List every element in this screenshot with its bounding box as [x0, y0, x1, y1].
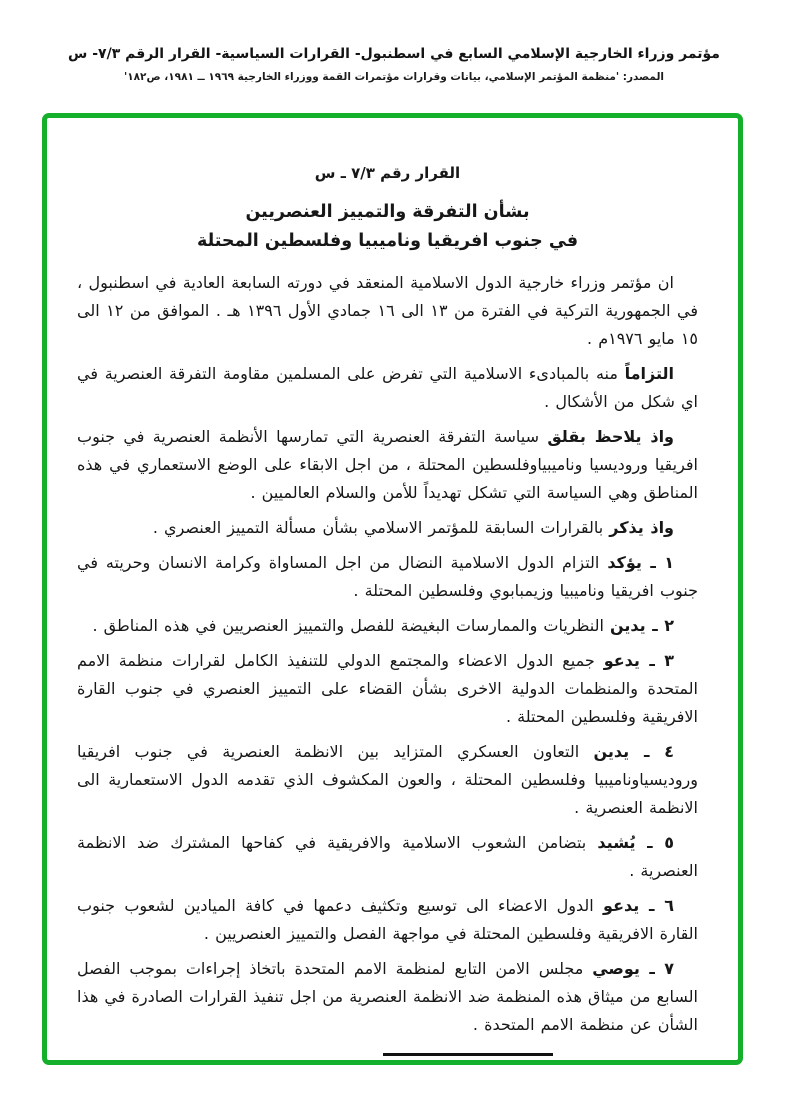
- preamble-paragraph-4: [77, 514, 698, 542]
- resolution-item-3: [77, 647, 698, 731]
- item-verb: يوصي: [592, 959, 640, 978]
- paragraph-text: بالقرارات السابقة للمؤتمر الاسلامي بشأن مسألة التمييز العنصري .: [152, 518, 610, 537]
- paragraph-text: ان مؤتمر وزراء خارجية الدول الاسلامية المنعقد في دورته السابعة العادية في اسطنبول ، في الجمهورية التركية في الفترة من ١٣ الى ١٦ جمادي الأول ١٣٩٦ هـ . الموافق من ١٢ الى ١٥ مايو ١٩٧٦م .: [77, 273, 698, 348]
- item-text: مجلس الامن التابع لمنظمة الامم المتحدة باتخاذ إجراءات بموجب الفصل السابع من ميثاق هذه المنظمة ضد الانظمة العنصرية من اجل تنفيذ القرارات الصادرة في هذا الشأن عن منظمة الامم المتحدة .: [77, 959, 698, 1034]
- header-source: المصدر: 'منظمة المؤتمر الإسلامي، بيانات وقرارات مؤتمرات القمة ووزراء الخارجية ١٩٦٩ ــ ١٩٨١، ص١٨٢': [124, 71, 664, 83]
- item-verb: يدعو: [603, 651, 640, 670]
- resolution-scope-title: في جنوب افريقيا وناميبيا وفلسطين المحتلة: [196, 231, 579, 251]
- paragraph-text: منه بالمبادىء الاسلامية التي تفرض على المسلمين مقاومة التفرقة العنصرية في اي شكل من الأشكال .: [77, 364, 698, 411]
- item-text: جميع الدول الاعضاء والمجتمع الدولي للتنفيذ الكامل لقرارات منظمة الامم المتحدة والمنظمات الدولية الاخرى بشأن القضاء على التمييز العنصري في جنوب القارة الافريقية وفلسطين المحتلة .: [77, 651, 698, 726]
- paragraph-lead: واذ يلاحظ بقلق: [547, 427, 674, 446]
- resolution-number-title: القرار رقم ٧/٣ ـ س: [314, 164, 461, 182]
- resolution-item-7: [77, 955, 698, 1039]
- item-text: بتضامن الشعوب الاسلامية والافريقية في كفاحها المشترك ضد الانظمة العنصرية .: [77, 833, 698, 880]
- item-number: ٣ ـ: [639, 651, 675, 670]
- document-header: [0, 44, 788, 85]
- resolution-item-6: [77, 892, 698, 948]
- item-text: النظريات والممارسات البغيضة للفصل والتمييز العنصريين في هذه المناطق .: [92, 616, 610, 635]
- section-divider: [383, 1053, 553, 1056]
- preamble-paragraph-1: [77, 269, 698, 353]
- document-content: [77, 164, 698, 1056]
- resolution-item-2: [77, 612, 698, 640]
- preamble-paragraph-3: [77, 423, 698, 507]
- resolution-item-1: [77, 549, 698, 605]
- item-number: ٢ ـ: [645, 616, 674, 635]
- preamble-paragraph-2: [77, 360, 698, 416]
- item-verb: يؤكد: [607, 553, 642, 572]
- item-number: ٧ ـ: [639, 959, 675, 978]
- resolution-subject-title: بشأن التفرقة والتمييز العنصريين: [245, 202, 530, 222]
- item-verb: يدين: [593, 742, 630, 761]
- item-verb: يدين: [609, 616, 646, 635]
- paragraph-lead: التزاماً: [624, 364, 674, 383]
- item-number: ١ ـ: [641, 553, 675, 572]
- green-border-frame: [42, 113, 743, 1065]
- paragraph-text: سياسة التفرقة العنصرية التي تمارسها الأنظمة العنصرية في جنوب افريقيا وروديسيا وناميبياوفلسطين المحتلة ، من اجل الابقاء على الوضع الاستعماري في هذه المناطق وهي السياسة التي تشكل تهديداً للأمن والسلام العالميين .: [77, 427, 698, 502]
- header-title: مؤتمر وزراء الخارجية الإسلامي السابع في اسطنبول- القرارات السياسية- القرار الرقم ٧/٣- س: [68, 46, 720, 62]
- item-number: ٤ ـ: [629, 742, 675, 761]
- resolution-item-5: [77, 829, 698, 885]
- item-text: التعاون العسكري المتزايد بين الانظمة العنصرية في جنوب افريقيا وروديسياوناميبيا وفلسطين المحتلة ، والعون المكشوف الذي تقدمه الدول الاستعمارية الى الانظمة العنصرية .: [77, 742, 698, 817]
- item-text: التزام الدول الاسلامية النضال من اجل المساواة وكرامة الانسان وحريته في جنوب افريقيا وناميبيا وزيمبابوي وفلسطين المحتلة .: [77, 553, 698, 600]
- item-verb: يدعو: [603, 896, 640, 915]
- item-verb: يُشيد: [597, 833, 636, 852]
- item-number: ٥ ـ: [635, 833, 675, 852]
- resolution-item-4: [77, 738, 698, 822]
- item-number: ٦ ـ: [639, 896, 675, 915]
- paragraph-lead: واذ يذكر: [609, 518, 674, 537]
- item-text: الدول الاعضاء الى توسيع وتكثيف دعمها في كافة الميادين لشعوب جنوب القارة الافريقية وفلسطين المحتلة في مواجهة الفصل والتمييز العنصريين .: [77, 896, 698, 943]
